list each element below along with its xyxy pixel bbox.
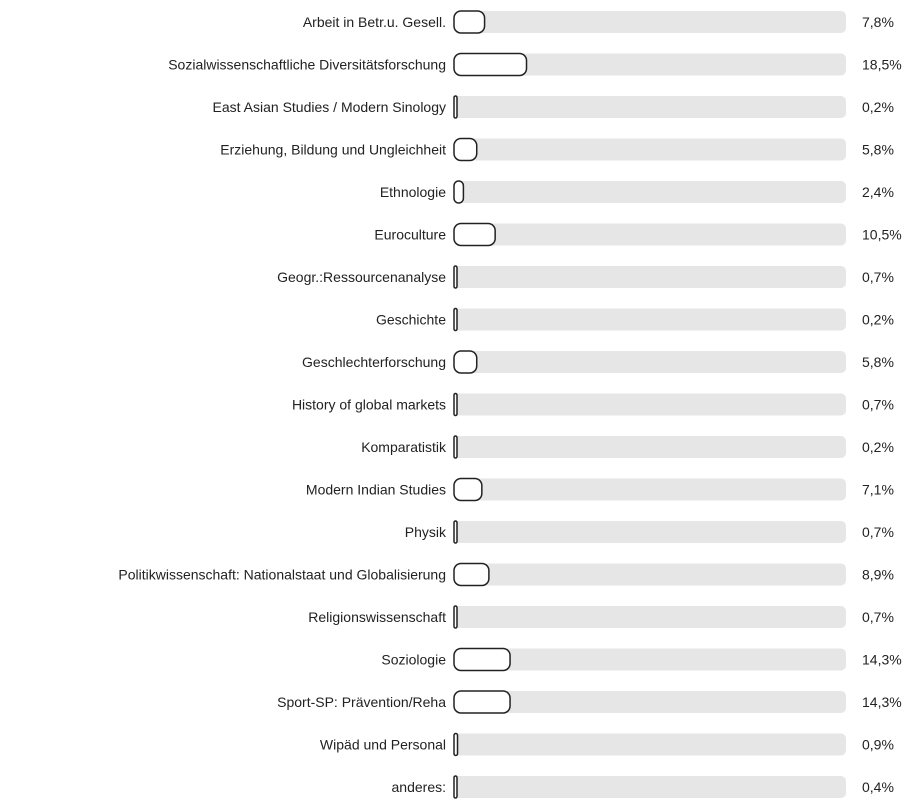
category-label: Religionswissenschaft	[308, 609, 446, 625]
chart-row	[306, 479, 894, 501]
chart-row	[392, 776, 894, 798]
chart-row	[380, 181, 894, 203]
category-label: Ethnologie	[379, 184, 446, 200]
bar-track	[454, 394, 846, 416]
bar	[454, 96, 457, 118]
bar	[454, 691, 510, 713]
value-label: 18,5%	[862, 56, 902, 73]
bar	[454, 521, 457, 543]
value-label: 2,4%	[862, 184, 894, 200]
bar	[454, 776, 457, 798]
category-label: Geogr.:Ressourcenanalyse	[277, 269, 446, 285]
bar-track	[454, 776, 846, 798]
category-label: Politikwissenschaft: Nationalstaat und Globalisierung	[118, 566, 446, 583]
category-label: Geschichte	[375, 311, 446, 328]
chart-row	[292, 394, 894, 416]
bar-track	[454, 11, 846, 33]
value-label: 5,8%	[862, 141, 894, 158]
category-label: Wipäd und Personal	[319, 736, 446, 753]
chart-row	[361, 436, 894, 458]
value-label: 14,3%	[862, 651, 902, 668]
value-label: 0,9%	[862, 736, 894, 753]
bar-track	[454, 181, 846, 203]
value-label: 0,4%	[862, 779, 894, 795]
category-label: East Asian Studies / Modern Sinology	[212, 99, 446, 115]
category-label: Arbeit in Betr.u. Gesell.	[302, 14, 446, 30]
bar	[454, 351, 477, 373]
category-label: History of global markets	[291, 396, 446, 413]
value-label: 0,7%	[862, 609, 894, 625]
chart-row	[376, 309, 894, 331]
bar	[454, 181, 463, 203]
bar	[454, 734, 458, 756]
category-label: Euroculture	[374, 226, 446, 243]
bar-track	[454, 564, 846, 586]
bar-track	[454, 266, 846, 288]
bar-track	[454, 521, 846, 543]
value-label: 0,2%	[862, 439, 894, 455]
chart-row	[213, 96, 894, 118]
bar-track	[454, 351, 846, 373]
value-label: 0,7%	[862, 269, 894, 285]
value-label: 0,7%	[862, 396, 894, 413]
bar-track	[454, 139, 846, 161]
chart-row	[118, 564, 894, 586]
chart-row	[320, 734, 894, 756]
bar-track	[454, 734, 846, 756]
category-label: Modern Indian Studies	[305, 481, 446, 498]
value-label: 10,5%	[862, 226, 902, 243]
category-label: Physik	[404, 524, 446, 540]
chart-row	[168, 54, 902, 76]
category-label: Geschlechterforschung	[302, 354, 446, 370]
value-label: 7,8%	[862, 14, 894, 30]
bar-track	[454, 96, 846, 118]
value-label: 0,2%	[862, 99, 894, 115]
value-label: 5,8%	[862, 354, 894, 370]
bar-track	[454, 649, 846, 671]
category-label: Sport-SP: Prävention/Reha	[277, 694, 446, 710]
chart-row	[303, 11, 894, 33]
chart-row	[277, 691, 902, 713]
chart-row	[381, 649, 901, 671]
value-label: 0,2%	[862, 311, 894, 328]
bar	[454, 224, 495, 246]
bar-track	[454, 224, 846, 246]
chart-row	[302, 351, 894, 373]
bar	[454, 394, 457, 416]
value-label: 14,3%	[862, 694, 902, 710]
chart-row	[405, 521, 894, 543]
bar-track	[454, 309, 846, 331]
chart-row	[308, 606, 894, 628]
bar	[454, 564, 489, 586]
chart-row	[277, 266, 894, 288]
bar-track	[454, 606, 846, 628]
bar	[454, 309, 457, 331]
category-label: Komparatistik	[361, 439, 446, 455]
bar	[454, 436, 457, 458]
value-label: 8,9%	[862, 566, 894, 583]
value-label: 7,1%	[862, 481, 894, 498]
bar-track	[454, 691, 846, 713]
category-label: Erziehung, Bildung und Ungleichheit	[220, 141, 446, 158]
chart-row	[220, 139, 894, 161]
value-label: 0,7%	[862, 524, 894, 540]
bar	[454, 54, 527, 76]
bar	[454, 479, 482, 501]
category-label: anderes:	[391, 779, 446, 795]
category-label: Soziologie	[381, 651, 446, 668]
category-label: Sozialwissenschaftliche Diversitätsforschung	[168, 56, 446, 73]
chart-row	[374, 224, 901, 246]
bar	[454, 11, 485, 33]
chart-rows	[118, 11, 901, 798]
bar	[454, 139, 477, 161]
bar	[454, 649, 510, 671]
bar-track	[454, 436, 846, 458]
bar	[454, 606, 457, 628]
bar-track	[454, 479, 846, 501]
bar	[454, 266, 457, 288]
